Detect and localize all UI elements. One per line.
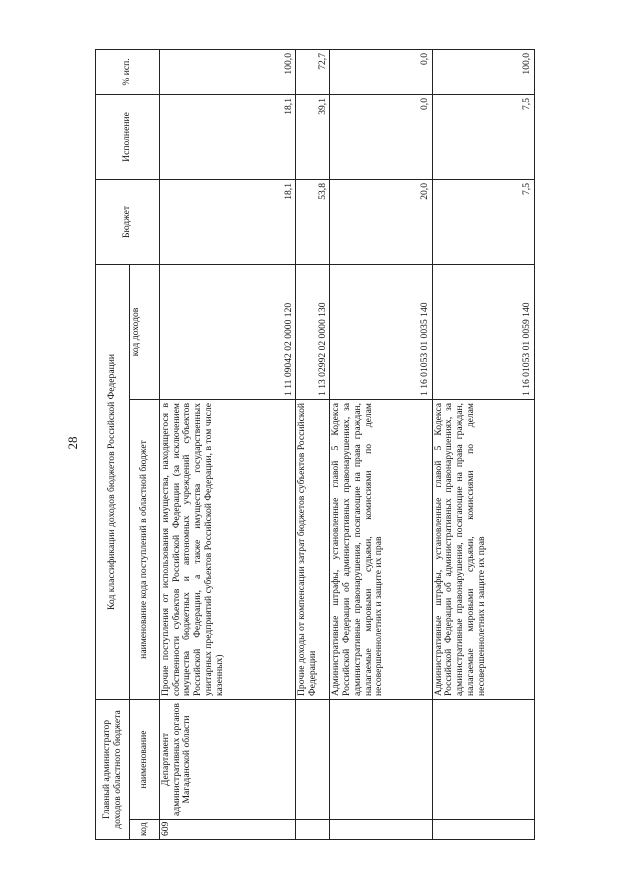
table-row bbox=[296, 49, 330, 839]
row-description: Прочие поступления от использования имущества, находящегося в собственности субъектов Российской Федерации (за исключением имущества бюджетных и автономных учреждений субъектов Российской Федерации, а также имущества государственных унитарных предприятий субъектов Российской Федерации, в том числе казенных) bbox=[160, 400, 296, 700]
row-percent: 0,0 bbox=[330, 49, 432, 94]
row-execution: 39,1 bbox=[296, 94, 330, 179]
row-budget: 20,0 bbox=[330, 179, 432, 264]
row-execution: 7,5 bbox=[432, 94, 534, 179]
row-code: 1 13 02992 02 0000 130 bbox=[296, 264, 330, 399]
header-budget: Бюджет bbox=[96, 179, 160, 264]
row-budget: 53,8 bbox=[296, 179, 330, 264]
row-percent: 100,0 bbox=[160, 49, 296, 94]
table-row bbox=[330, 49, 432, 839]
row-code: 1 16 01053 01 0035 140 bbox=[330, 264, 432, 399]
table-row bbox=[160, 49, 296, 839]
row-description: Административные штрафы, установленные главой 5 Кодекса Российской Федерации об административных правонарушениях, за административные правонарушения, посягающие на права граждан, налагаемые мировыми судьями, комиссиями по делам несовершеннолетних и защите их прав bbox=[432, 400, 534, 700]
row-description: Прочие доходы от компенсации затрат бюджетов субъектов Российской Федерации bbox=[296, 400, 330, 700]
row-code: 1 11 09042 02 0000 120 bbox=[160, 264, 296, 399]
table-row bbox=[432, 49, 534, 839]
header-kod: код bbox=[130, 820, 160, 840]
header-naimenovanie: наименование bbox=[130, 700, 160, 820]
row-description: Административные штрафы, установленные главой 5 Кодекса Российской Федерации об административных правонарушениях, за административные правонарушения, посягающие на права граждан, налагаемые мировыми судьями, комиссиями по делам несовершеннолетних и защите их прав bbox=[330, 400, 432, 700]
row-budget: 7,5 bbox=[432, 179, 534, 264]
header-income-code: код доходов bbox=[130, 264, 160, 399]
header-income-name: наименование кода поступлений в областной бюджет bbox=[130, 400, 160, 700]
page-number: 28 bbox=[65, 436, 80, 450]
admin-code: 609 bbox=[160, 820, 296, 840]
rotated-table-frame bbox=[95, 50, 535, 840]
row-execution: 0,0 bbox=[330, 94, 432, 179]
header-percent: % исп. bbox=[96, 49, 160, 94]
header-classification-group: Код классификации доходов бюджетов Российской Федерации bbox=[96, 264, 130, 699]
row-percent: 100,0 bbox=[432, 49, 534, 94]
row-execution: 18,1 bbox=[160, 94, 296, 179]
row-percent: 72,7 bbox=[296, 49, 330, 94]
income-table bbox=[95, 49, 535, 840]
header-execution: Исполнение bbox=[96, 94, 160, 179]
header-admin-group: Главный администратор доходов областного бюджета bbox=[96, 700, 130, 840]
admin-name: Департамент административных органов Магаданской области bbox=[160, 700, 296, 820]
table-container bbox=[95, 50, 535, 840]
row-budget: 18,1 bbox=[160, 179, 296, 264]
row-code: 1 16 01053 01 0059 140 bbox=[432, 264, 534, 399]
